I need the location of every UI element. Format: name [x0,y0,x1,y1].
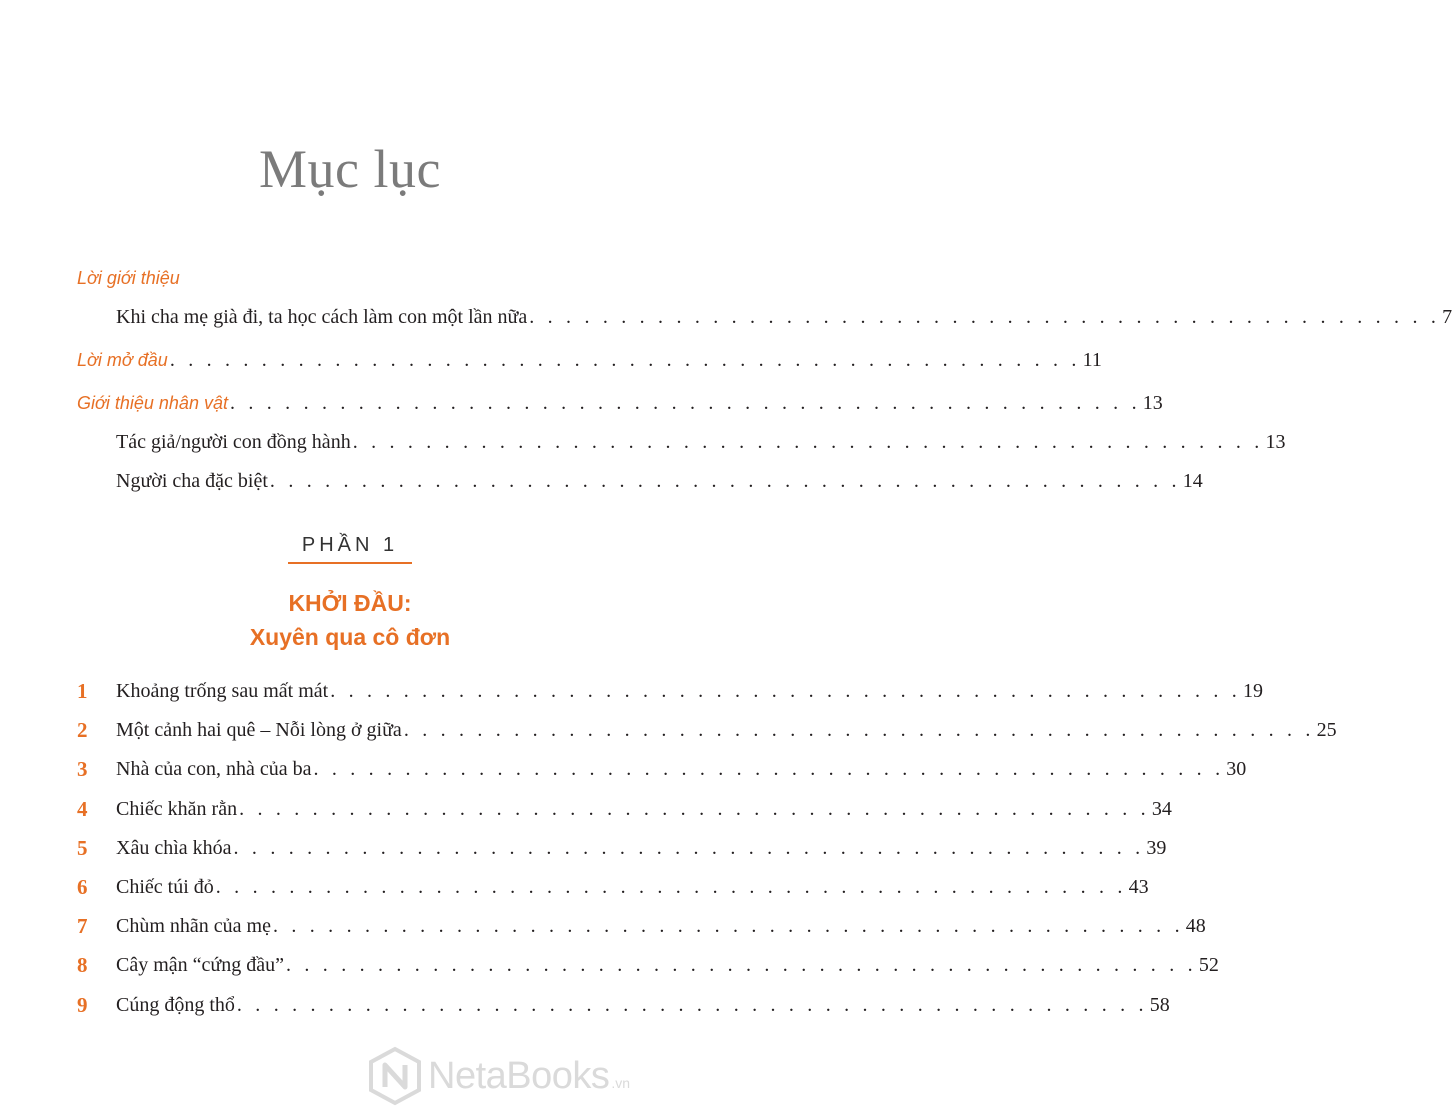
part-label: PHẦN 1 [301,534,399,556]
toc-entry-label: Người cha đặc biệt [116,470,268,492]
watermark [368,1046,688,1106]
toc-entry-page: 11 [1082,349,1102,371]
dot-leader: . . . . . . . . . . . . . . . . . . . . . . . . . . . . . . . . . . . . . . . . . . . . . . . . . . [233,836,1145,859]
toc-entry-preface[interactable] [77,345,1102,375]
toc-entry-page: 52 [1198,954,1219,977]
toc-entry-page: 39 [1146,836,1167,859]
chapter-number: 5 [77,835,88,860]
toc-entry-label: Khi cha mẹ già đi, ta học cách làm con một lần nữa [116,306,528,328]
part-title-line2: Xuyên qua cô đơn [249,624,451,650]
part-title-line1: KHỞI ĐẦU: [288,590,412,616]
chapter-number: 2 [77,718,88,743]
toc-entry-chapter[interactable] [116,872,1149,902]
toc-entry-father[interactable] [116,466,1203,496]
dot-leader: . . . . . . . . . . . . . . . . . . . . . . . . . . . . . . . . . . . . . . . . . . . . . . . . . . [352,431,1264,453]
toc-entry-page: 13 [1265,431,1286,453]
toc-entry-intro-item[interactable] [116,302,1452,332]
dot-leader: . . . . . . . . . . . . . . . . . . . . . . . . . . . . . . . . . . . . . . . . . . . . . . . . . . [239,797,1150,820]
toc-entry-label: Chùm nhãn của mẹ [116,915,271,938]
watermark-brand: NetaBooks [428,1054,610,1097]
dot-leader: . . . . . . . . . . . . . . . . . . . . . . . . . . . . . . . . . . . . . . . . . . . . . . . . . . [272,915,1184,938]
dot-leader: . . . . . . . . . . . . . . . . . . . . . . . . . . . . . . . . . . . . . . . . . . . . . . . . . . [330,680,1241,702]
chapter-number: 1 [77,679,88,703]
toc-entry-page: 43 [1128,876,1149,898]
toc-entry-label: Nhà của con, nhà của ba [116,758,312,781]
toc-entry-page: 19 [1243,680,1263,702]
toc-entry-page: 58 [1149,993,1170,1016]
chapter-number: 8 [77,953,88,978]
toc-entry-label: Chiếc khăn rằn [116,797,238,820]
section-heading-intro: Lời giới thiệu [77,268,180,288]
toc-entry-chapter[interactable] [116,990,1170,1020]
dot-leader: . . . . . . . . . . . . . . . . . . . . . . . . . . . . . . . . . . . . . . . . . . . . . . . . . . [286,954,1197,977]
chapter-number: 6 [77,875,88,899]
toc-entry-page: 34 [1151,797,1172,820]
watermark-tld: .vn [611,1075,631,1091]
toc-entry-label: Chiếc túi đỏ [116,876,214,898]
toc-entry-chapter[interactable] [116,676,1263,706]
part-underline [288,562,412,564]
toc-entry-chapter[interactable] [116,754,1247,784]
toc-entry-page: 13 [1142,392,1163,414]
toc-entry-chapter[interactable] [116,833,1167,863]
toc-entry-label: Giới thiệu nhân vật [77,393,228,413]
toc-title: Mục lục [259,139,441,199]
dot-leader: . . . . . . . . . . . . . . . . . . . . . . . . . . . . . . . . . . . . . . . . . . . . . . . . . . [215,876,1127,898]
toc-entry-page: 14 [1182,470,1203,492]
toc-entry-chapter[interactable] [116,911,1206,941]
toc-entry-label: Lời mở đầu [77,350,168,370]
chapter-number: 9 [77,992,88,1017]
toc-entry-label: Khoảng trống sau mất mát [116,680,329,702]
dot-leader: . . . . . . . . . . . . . . . . . . . . . . . . . . . . . . . . . . . . . . . . . . . . . . . . . . [403,719,1315,742]
chapter-number: 3 [77,757,88,782]
dot-leader: . . . . . . . . . . . . . . . . . . . . . . . . . . . . . . . . . . . . . . . . . . . . . . . . . . [313,758,1225,781]
toc-entry-chapter[interactable] [116,794,1172,824]
dot-leader: . . . . . . . . . . . . . . . . . . . . . . . . . . . . . . . . . . . . . . . . . . . . . . . . . . [529,306,1441,328]
toc-entry-page: 30 [1226,758,1247,781]
toc-entry-author[interactable] [116,427,1286,457]
chapter-number: 4 [77,796,88,821]
toc-entry-chapter[interactable] [116,950,1219,980]
toc-entry-page: 7 [1442,306,1452,328]
toc-entry-page: 48 [1185,915,1206,938]
toc-entry-label: Tác giả/người con đồng hành [116,431,351,453]
toc-entry-label: Cây mận “cứng đầu” [116,954,284,977]
toc-entry-characters[interactable] [77,388,1163,418]
dot-leader: . . . . . . . . . . . . . . . . . . . . . . . . . . . . . . . . . . . . . . . . . . . . . . . . . . [229,392,1141,414]
toc-entry-label: Xâu chìa khóa [116,836,232,859]
toc-entry-page: 25 [1316,719,1337,742]
dot-leader: . . . . . . . . . . . . . . . . . . . . . . . . . . . . . . . . . . . . . . . . . . . . . . . . . . [169,349,1081,371]
netabooks-logo-icon [368,1047,422,1105]
dot-leader: . . . . . . . . . . . . . . . . . . . . . . . . . . . . . . . . . . . . . . . . . . . . . . . . . . [236,993,1148,1016]
chapter-number: 7 [77,914,88,939]
toc-entry-label: Cúng động thổ [116,993,235,1016]
toc-entry-chapter[interactable] [116,715,1337,745]
dot-leader: . . . . . . . . . . . . . . . . . . . . . . . . . . . . . . . . . . . . . . . . . . . . . . . . . . [269,470,1181,492]
toc-entry-label: Một cảnh hai quê – Nỗi lòng ở giữa [116,719,402,742]
